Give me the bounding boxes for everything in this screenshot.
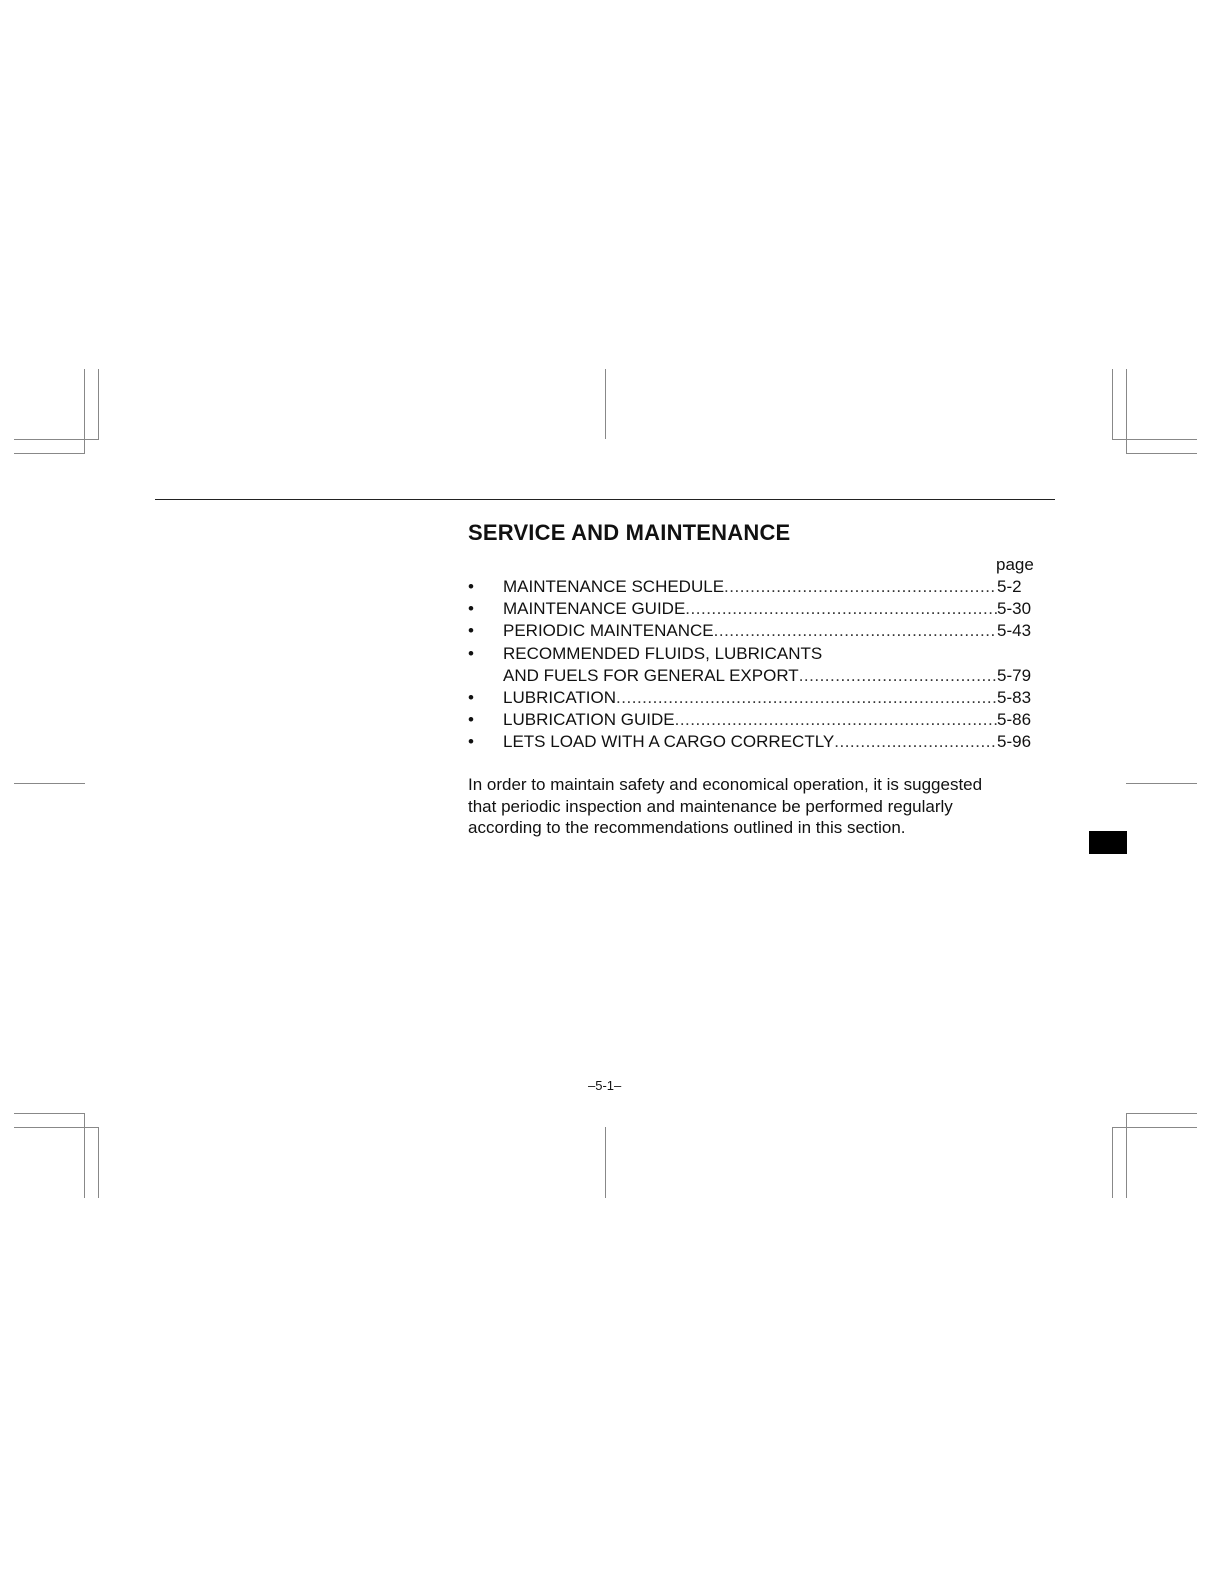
dot-leader — [724, 576, 997, 598]
toc-item — [468, 576, 1036, 598]
crop-mark — [1126, 369, 1127, 454]
crop-mark — [1112, 1127, 1113, 1198]
toc-page-ref: 5-83 — [997, 688, 1032, 708]
crop-mark — [1126, 783, 1197, 784]
crop-mark — [84, 369, 85, 454]
crop-mark — [1126, 1113, 1127, 1198]
toc-item — [468, 620, 1036, 642]
crop-mark — [605, 369, 606, 439]
bullet-icon: • — [468, 577, 474, 596]
toc-item — [468, 643, 1036, 687]
toc-item — [468, 709, 1036, 731]
toc-line — [503, 709, 1033, 731]
toc-line — [503, 620, 1033, 642]
crop-mark — [84, 1113, 85, 1198]
dot-leader — [685, 598, 997, 620]
dot-leader — [616, 687, 997, 709]
toc-page-ref: 5-86 — [997, 710, 1032, 730]
crop-mark — [605, 1127, 606, 1198]
crop-mark — [98, 369, 99, 439]
intro-line: that periodic inspection and maintenance be performed regularly — [468, 796, 953, 816]
dot-leader — [714, 620, 997, 642]
crop-mark — [1112, 439, 1197, 440]
crop-mark — [14, 1113, 85, 1114]
toc-entry-label: LUBRICATION — [503, 688, 617, 708]
page-column-header: page — [996, 555, 1034, 574]
page-number: –5-1– — [588, 1078, 622, 1093]
toc-item — [468, 731, 1036, 753]
crop-mark — [14, 1127, 99, 1128]
intro-line: In order to maintain safety and economical operation, it is suggested — [468, 775, 983, 794]
crop-mark — [14, 439, 99, 440]
toc-line — [503, 598, 1033, 620]
section-tab-marker — [1089, 831, 1127, 854]
table-of-contents — [468, 576, 1036, 754]
bullet-icon: • — [468, 599, 474, 619]
crop-mark — [98, 1127, 99, 1198]
toc-page-ref: 5-2 — [997, 577, 1022, 596]
bullet-icon: • — [468, 643, 474, 663]
toc-page-ref: 5-30 — [997, 599, 1032, 619]
toc-line — [503, 576, 1033, 598]
toc-entry-label: AND FUELS FOR GENERAL EXPORT — [503, 665, 799, 685]
header-rule — [155, 499, 1055, 500]
intro-line: according to the recommendations outlined in this section. — [468, 818, 906, 837]
crop-mark — [14, 783, 85, 784]
crop-mark — [1126, 453, 1197, 454]
toc-entry-label: RECOMMENDED FLUIDS, LUBRICANTS — [503, 643, 823, 663]
bullet-icon: • — [468, 732, 474, 752]
toc-line — [503, 731, 1033, 753]
toc-entry-label: LUBRICATION GUIDE — [503, 710, 675, 730]
toc-item — [468, 687, 1036, 709]
toc-page-ref: 5-79 — [997, 665, 1032, 685]
toc-entry-label: MAINTENANCE GUIDE — [503, 599, 686, 619]
toc-item — [468, 598, 1036, 620]
dot-leader — [834, 731, 997, 753]
toc-line — [503, 665, 1033, 687]
toc-line — [503, 687, 1033, 709]
dot-leader — [675, 709, 997, 731]
crop-mark — [1112, 369, 1113, 439]
intro-paragraph — [468, 774, 1038, 839]
toc-entry-label: PERIODIC MAINTENANCE — [503, 621, 714, 641]
toc-page-ref: 5-96 — [997, 732, 1032, 752]
toc-line — [503, 643, 1033, 665]
crop-mark — [14, 453, 85, 454]
dot-leader — [799, 665, 997, 687]
toc-page-ref: 5-43 — [997, 621, 1032, 641]
section-title: SERVICE AND MAINTENANCE — [468, 520, 791, 545]
toc-entry-label: MAINTENANCE SCHEDULE — [503, 577, 725, 596]
bullet-icon: • — [468, 688, 474, 708]
bullet-icon: • — [468, 621, 474, 641]
crop-mark — [1126, 1113, 1197, 1114]
crop-mark — [1112, 1127, 1197, 1128]
toc-entry-label: LETS LOAD WITH A CARGO CORRECTLY — [503, 732, 835, 752]
bullet-icon: • — [468, 710, 474, 730]
